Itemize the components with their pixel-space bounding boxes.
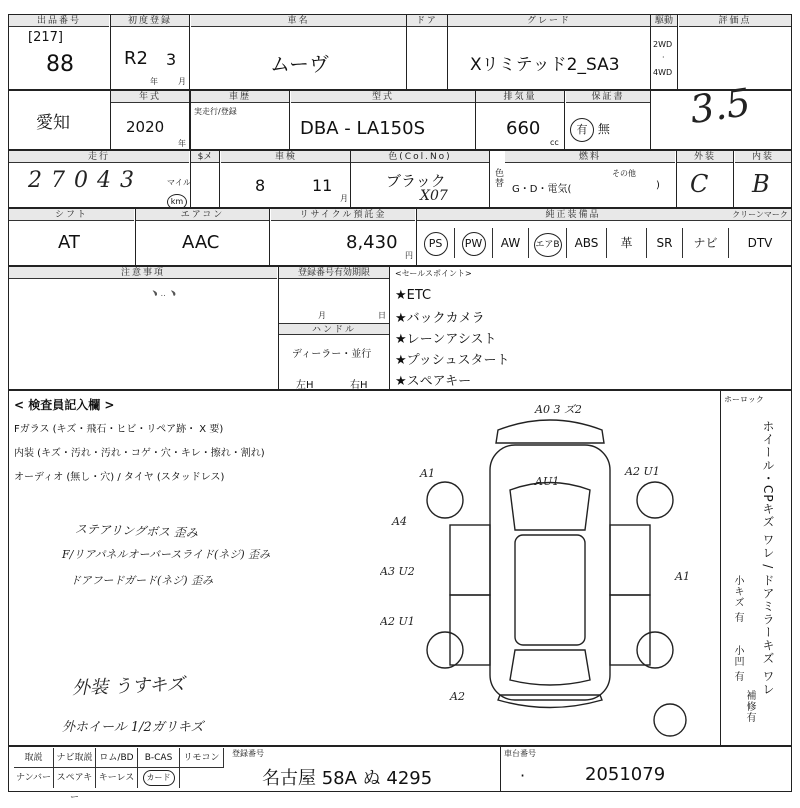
expiry-month: 月 <box>318 311 326 320</box>
mark-3: A1 <box>420 467 435 480</box>
side-small-3: 補修有 <box>744 690 755 723</box>
left-rear-door <box>450 595 490 665</box>
spare-wheel <box>654 704 686 736</box>
car-diagram <box>380 395 720 745</box>
selling-point-1: ★ETC <box>395 288 432 303</box>
interior-color-label: 色替 <box>493 168 503 188</box>
color-header: 色(Col.No) <box>351 151 489 163</box>
model-code: DBA - LA150S <box>300 118 425 139</box>
windshield <box>510 483 590 531</box>
ownership-no: 無 <box>597 122 610 136</box>
prefecture: 愛知 <box>36 113 70 133</box>
left-front-door <box>450 525 490 595</box>
mark-9: A2 <box>450 690 465 703</box>
shift: AT <box>58 232 80 253</box>
mark-4: A2 U1 <box>625 465 660 478</box>
hand-note-5: 外ホイール 1/2ガリキズ <box>62 720 204 735</box>
steering-header: ハンドル <box>279 323 389 335</box>
roof <box>515 535 585 645</box>
steering-right: 右H <box>350 380 368 391</box>
selling-point-5: ★スペアキー <box>395 374 472 389</box>
reg-no: 名古屋 58A ぬ 4295 <box>262 768 433 789</box>
shift-header: シフト <box>9 209 134 221</box>
mileage-header: 走行 <box>9 151 189 163</box>
selling-point-4: ★プッシュスタート <box>395 353 510 368</box>
bottom-item-1: 取説 <box>14 748 54 768</box>
bottom-item-8: キーレス <box>96 768 138 788</box>
mileage-unit-km: km <box>167 194 187 210</box>
model-header: 型式 <box>291 91 475 103</box>
bottom-items <box>14 748 224 803</box>
side-small-1: 小キズ 有 <box>732 575 743 624</box>
aircon: AAC <box>182 232 220 253</box>
hand-note-4: 外装 うすキズ <box>71 674 186 699</box>
selling-point-3: ★レーンアシスト <box>395 332 497 347</box>
auction-code: [217] <box>28 30 63 45</box>
bottom-item-2: ナビ取説 <box>54 748 96 768</box>
inspector-line-1: Fガラス (キズ・飛石・ヒビ・リペア跡・ X 要) <box>14 424 224 435</box>
drive-2wd: 2WD <box>653 40 673 49</box>
bottom-item-6: ナンバー <box>14 768 54 788</box>
bottom-item-5: リモコン <box>180 748 224 768</box>
equip-navi: ナビ <box>683 228 729 258</box>
model-year-unit: 年 <box>178 139 186 148</box>
score: 3.5 <box>687 80 754 132</box>
drive-dot: · <box>662 53 665 62</box>
ownership-yes: 有 <box>570 118 594 142</box>
odo-type-header: $メ <box>191 151 219 163</box>
mark-7: A1 <box>675 570 690 583</box>
history-header: 車歴 <box>191 91 289 103</box>
equip-dtv: DTV <box>747 236 773 250</box>
equip-ps: PS <box>417 228 455 258</box>
bottom-item-7: スペアキー <box>54 768 96 788</box>
grade-header: グレード <box>448 15 650 27</box>
hand-note-2: F/リアパネルオーバースライド(ネジ) 歪み <box>62 548 271 561</box>
model-year-header: 年式 <box>111 91 189 103</box>
wheel-rr <box>637 632 673 668</box>
mark-1: A0 3 ズ2 <box>535 403 582 416</box>
recycle-unit: 円 <box>405 251 413 260</box>
expiry-day: 日 <box>378 311 386 320</box>
reg-month: 3 <box>166 50 177 69</box>
notes-header: 注意事項 <box>9 267 277 279</box>
lot-number: 88 <box>46 52 74 77</box>
inspector-line-3: オーディオ (無し・穴) / タイヤ (スタッドレス) <box>14 472 225 483</box>
mileage-unit-mile: マイル <box>167 178 191 187</box>
equip-airbag: エアB <box>529 228 567 258</box>
frame-dot: · <box>520 766 526 785</box>
fuel-other: その他 <box>612 169 636 178</box>
steering-type: ディーラー・並行 <box>292 349 372 360</box>
reg-header: 初度登録 <box>111 15 189 27</box>
equip-extra-header: クリーンマーク <box>729 209 791 221</box>
history-note: 実走行/登録 <box>194 107 237 116</box>
displacement: 660 <box>506 118 541 139</box>
inspector-line-2: 内装 (キズ・汚れ・汚れ・コゲ・穴・キレ・擦れ・割れ) <box>14 448 265 459</box>
equip-pw: PW <box>455 228 493 258</box>
mark-6: A3 U2 <box>380 565 415 578</box>
inspection-year: 8 <box>255 176 266 195</box>
inspection-header: 車検 <box>221 151 351 163</box>
expiry-header: 登録番号有効期限 <box>279 267 389 279</box>
equip-list <box>417 228 791 258</box>
smoke-header: ホーロック <box>724 395 764 404</box>
right-front-door <box>610 525 650 595</box>
grade: Xリミテッド2_SA3 <box>470 55 620 75</box>
rear-bumper <box>498 695 602 708</box>
equip-abs: ABS <box>567 228 607 258</box>
front-bumper <box>496 420 604 443</box>
frame-no: 2051079 <box>585 764 666 785</box>
hand-note-3: ドアフードガード(ネジ) 歪み <box>70 574 214 587</box>
color-code: X07 <box>420 188 448 204</box>
equip-leather: 革 <box>607 228 647 258</box>
ownership <box>570 118 610 142</box>
lot-header: 出品番号 <box>9 15 109 27</box>
disp-header: 排気量 <box>476 91 564 103</box>
drive-header: 駆動 <box>651 15 677 27</box>
inspection-unit: 月 <box>340 194 348 203</box>
drive-4wd: 4WD <box>653 68 673 77</box>
notes-scribble: ﹅ ‥ ﹅ <box>150 289 177 298</box>
mileage-unit <box>167 170 191 210</box>
interior-grade: B <box>752 170 770 198</box>
bottom-item-3: ロム/BD <box>96 748 138 768</box>
fuel: G・D・電気( <box>512 184 572 195</box>
color-name: ブラック <box>386 172 446 190</box>
selling-header: <セールスポイント> <box>395 269 472 278</box>
recycle-value: 8,430 <box>346 232 398 253</box>
side-vertical: ホイール・CPキズ ワレ / ドアミラーキズ ワレ <box>761 420 775 696</box>
inspector-title: < 検査員記入欄 > <box>14 398 115 412</box>
frame-no-header: 車台番号 <box>504 749 536 758</box>
name-header: 車名 <box>191 15 406 27</box>
bottom-item-9: カード <box>138 768 180 788</box>
exterior-header: 外装 <box>677 151 733 163</box>
fuel-close: ) <box>656 180 660 191</box>
reg-month-unit: 月 <box>178 77 186 86</box>
bottom-item-4: B-CAS <box>138 748 180 768</box>
steering-left: 左H <box>296 380 314 391</box>
mark-2: AU1 <box>535 475 560 488</box>
equip-header: 純正装備品 <box>417 209 729 221</box>
hand-note-1: ステアリングボス 歪み <box>74 521 199 541</box>
fuel-header: 燃料 <box>505 151 675 163</box>
ownership-header: 保証書 <box>566 91 650 103</box>
door-header: ドア <box>407 15 447 27</box>
side-small-2: 小凹 有 <box>732 645 743 683</box>
equip-sr: SR <box>647 228 683 258</box>
disp-unit: cc <box>550 138 559 147</box>
equip-aw: AW <box>493 228 529 258</box>
aircon-header: エアコン <box>136 209 269 221</box>
wheel-fl <box>427 482 463 518</box>
interior-header: 内装 <box>735 151 791 163</box>
wheel-fr <box>637 482 673 518</box>
right-rear-door <box>610 595 650 665</box>
model-year: 2020 <box>126 118 165 136</box>
car-name: ムーヴ <box>270 52 329 76</box>
inspection-month: 11 <box>312 176 333 195</box>
reg-era: R2 <box>124 48 148 69</box>
mark-5: A4 <box>392 515 407 528</box>
reg-no-header: 登録番号 <box>232 749 264 758</box>
score-header: 評価点 <box>679 15 791 27</box>
mileage: 27043 <box>28 168 143 193</box>
recycle-header: リサイクル預託金 <box>271 209 415 221</box>
selling-point-2: ★バックカメラ <box>395 311 485 326</box>
rear-window <box>510 650 590 685</box>
exterior-grade: C <box>690 170 709 198</box>
reg-year-unit: 年 <box>150 77 158 86</box>
mark-8: A2 U1 <box>380 615 415 628</box>
wheel-rl <box>427 632 463 668</box>
